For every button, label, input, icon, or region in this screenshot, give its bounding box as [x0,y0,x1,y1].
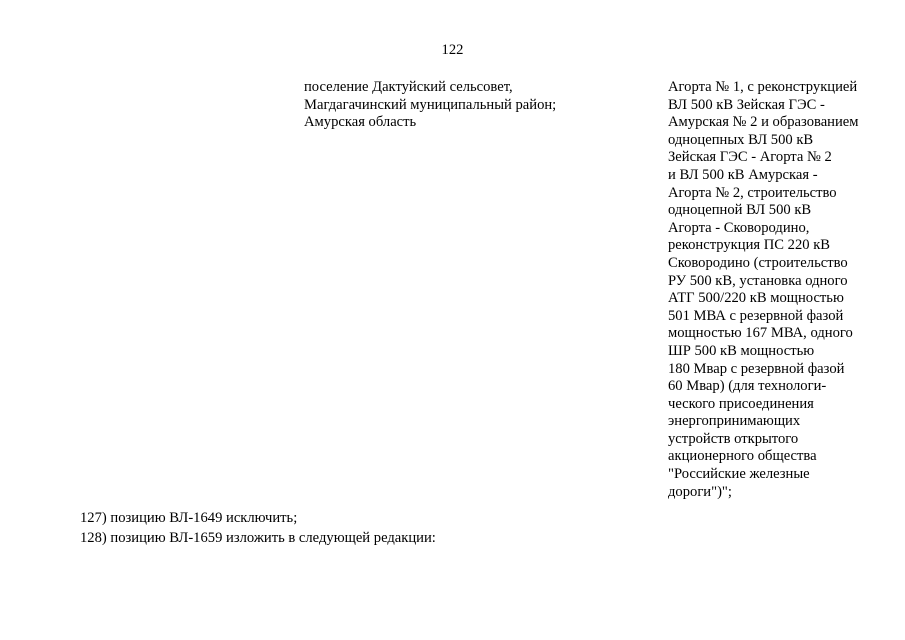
purpose-line: ВЛ 500 кВ Зейская ГЭС - [668,96,825,113]
purpose-line: Сковородино (строительство [668,254,848,271]
location-line: поселение Дактуйский сельсовет, [304,79,513,95]
location-column [304,79,624,132]
page-number: 122 [441,42,464,58]
purpose-line: ШР 500 кВ мощностью [668,342,815,359]
purpose-line: 180 Мвар с резервной фазой [668,360,845,377]
purpose-line: Агорта - Сковородино, [668,219,810,236]
purpose-line: Зейская ГЭС - Агорта № 2 [668,149,832,166]
purpose-line: Агорта № 2, строительство [668,184,837,201]
purpose-column [668,79,898,501]
instruction-item: 128) позицию ВЛ-1659 изложить в следующей редакции: [80,530,436,546]
instruction-item: 127) позицию ВЛ-1649 исключить; [80,510,298,526]
purpose-line: ческого присоединения [668,395,814,412]
purpose-line: 60 Мвар) (для технологи- [668,378,827,395]
purpose-line: Агорта № 1, с реконструкцией [668,79,858,95]
location-line: Магдагачинский муниципальный район; [304,96,557,113]
purpose-line: энергопринимающих [668,413,801,430]
purpose-line: одноцепных ВЛ 500 кВ [668,131,814,148]
purpose-line: акционерного общества [668,448,817,465]
purpose-line: и ВЛ 500 кВ Амурская - [668,166,818,183]
purpose-line: устройств открытого [668,430,799,447]
purpose-line: Амурская № 2 и образованием [668,114,859,131]
amendment-instructions [80,508,880,548]
purpose-line: АТГ 500/220 кВ мощностью [668,290,844,307]
location-line: Амурская область [304,114,417,131]
purpose-line: одноцепной ВЛ 500 кВ [668,202,812,219]
purpose-line: дороги")"; [668,483,732,500]
purpose-line: мощностью 167 МВА, одного [668,325,853,342]
purpose-line: 501 МВА с резервной фазой [668,307,844,324]
purpose-line: РУ 500 кВ, установка одного [668,272,848,289]
purpose-line: "Российские железные [668,466,810,483]
purpose-line: реконструкция ПС 220 кВ [668,237,831,254]
